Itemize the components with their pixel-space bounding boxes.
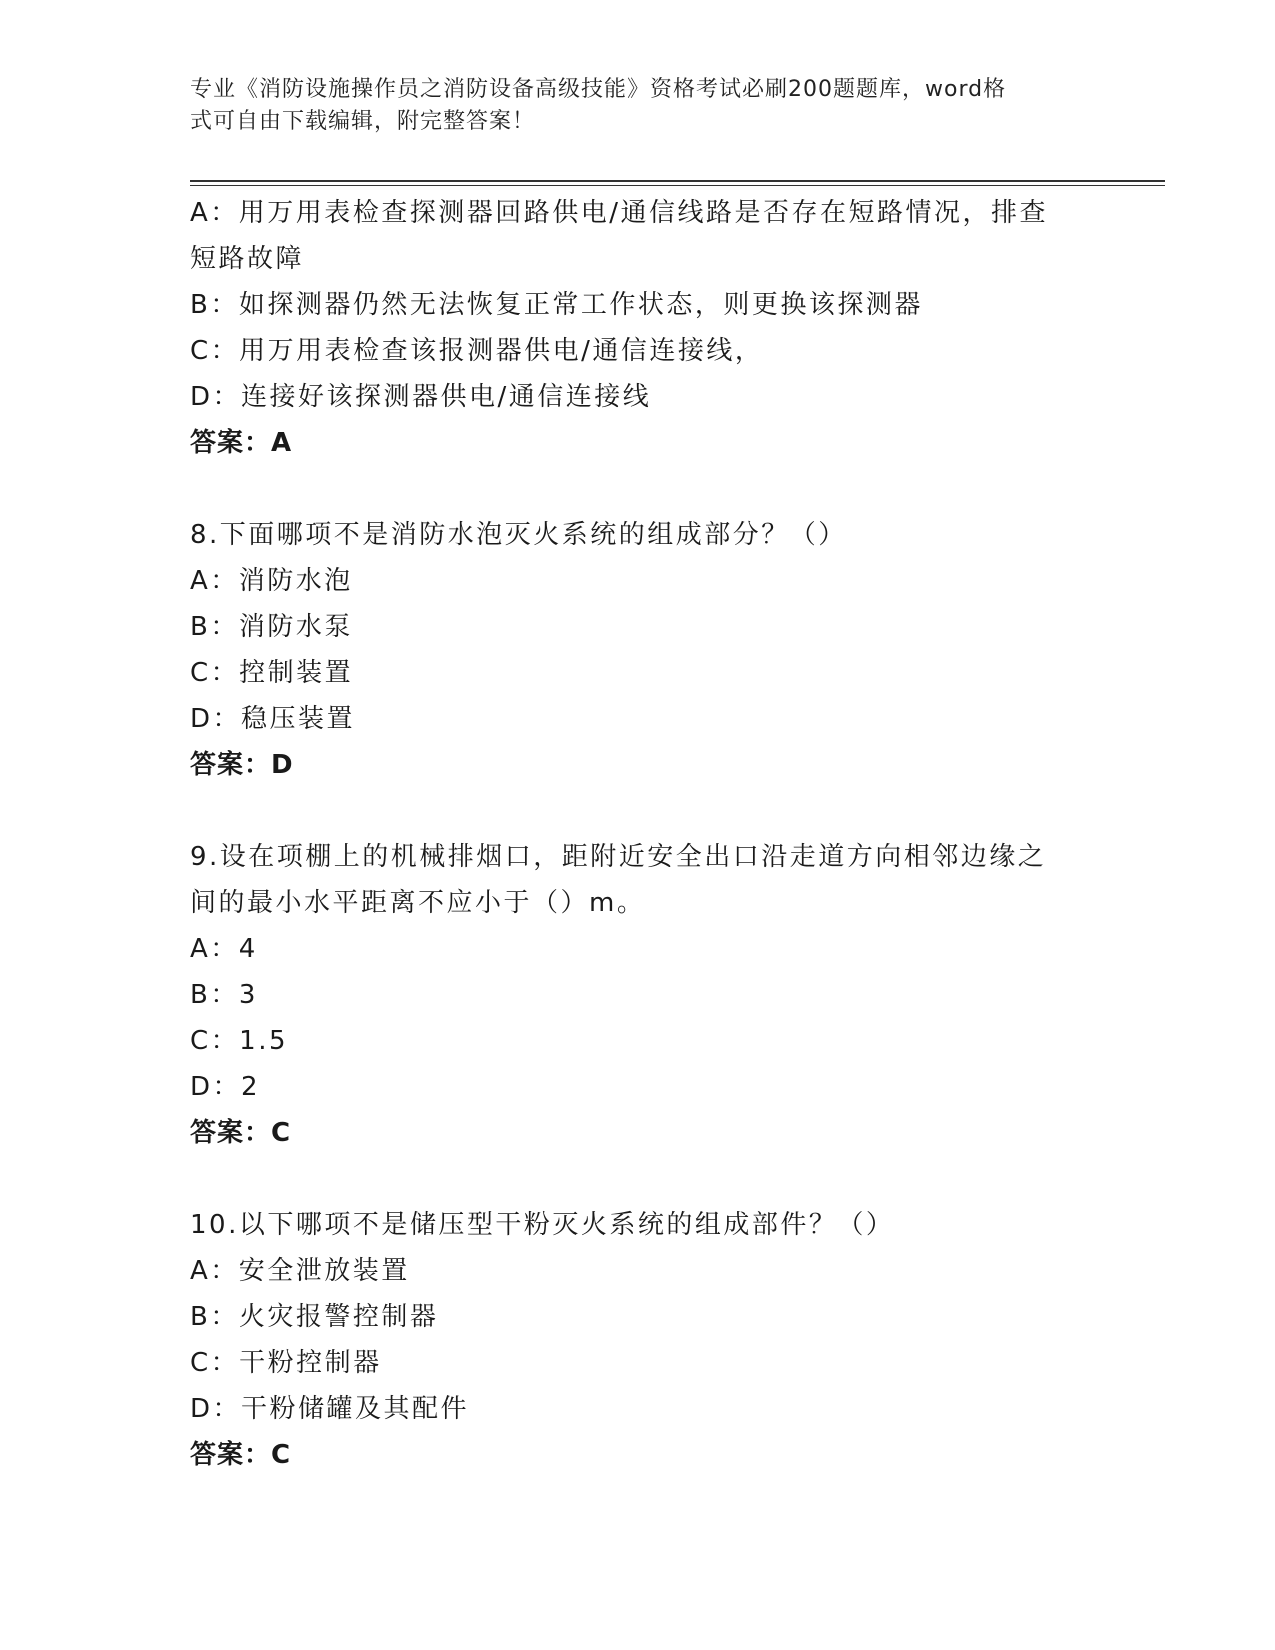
option-c: C：1.5 (190, 1026, 289, 1056)
option-c: C：控制装置 (190, 658, 354, 688)
question-stem: 10.以下哪项不是储压型干粉灭火系统的组成部件？（） (190, 1210, 895, 1240)
option-a: A：安全泄放装置 (190, 1256, 410, 1286)
option-d: D：2 (190, 1072, 261, 1102)
option-d: D：干粉储罐及其配件 (190, 1394, 470, 1424)
option-c: C：用万用表检查该报测器供电/通信连接线， (190, 336, 764, 366)
document-header (190, 74, 1080, 138)
question-list (190, 190, 1090, 1478)
option-a: A：4 (190, 934, 258, 964)
option-c: C：干粉控制器 (190, 1348, 382, 1378)
option-d: D：连接好该探测器供电/通信连接线 (190, 382, 652, 412)
header-line-1: 专业《消防设施操作员之消防设备高级技能》资格考试必刷200题题库，word格 (190, 77, 1007, 102)
answer: 答案：A (190, 428, 293, 458)
spacer (190, 788, 1090, 834)
option-b: B：如探测器仍然无法恢复正常工作状态，则更换该探测器 (190, 290, 923, 320)
question-stem-line-2: 间的最小水平距离不应小于（）m。 (190, 888, 646, 918)
option-b: B：消防水泵 (190, 612, 353, 642)
answer: 答案：C (190, 1118, 292, 1148)
answer: 答案：C (190, 1440, 292, 1470)
answer: 答案：D (190, 750, 294, 780)
question-stem: 8.下面哪项不是消防水泡灭火系统的组成部分？（） (190, 520, 847, 550)
header-line-2: 式可自由下载编辑，附完整答案！ (190, 109, 536, 134)
option-a: A：消防水泡 (190, 566, 353, 596)
option-d: D：稳压装置 (190, 704, 356, 734)
question-7-tail (190, 190, 1090, 466)
header-divider-thin (190, 185, 1165, 186)
spacer (190, 466, 1090, 512)
option-a-line-2: 短路故障 (190, 244, 305, 274)
option-b: B：3 (190, 980, 258, 1010)
question-10 (190, 1202, 1090, 1478)
question-8 (190, 512, 1090, 788)
question-stem-line-1: 9.设在项棚上的机械排烟口，距附近安全出口沿走道方向相邻边缘之 (190, 842, 1047, 872)
question-9 (190, 834, 1090, 1156)
header-divider-thick (190, 180, 1165, 182)
option-a-line-1: A：用万用表检查探测器回路供电/通信线路是否存在短路情况，排查 (190, 198, 1049, 228)
spacer (190, 1156, 1090, 1202)
option-b: B：火灾报警控制器 (190, 1302, 439, 1332)
